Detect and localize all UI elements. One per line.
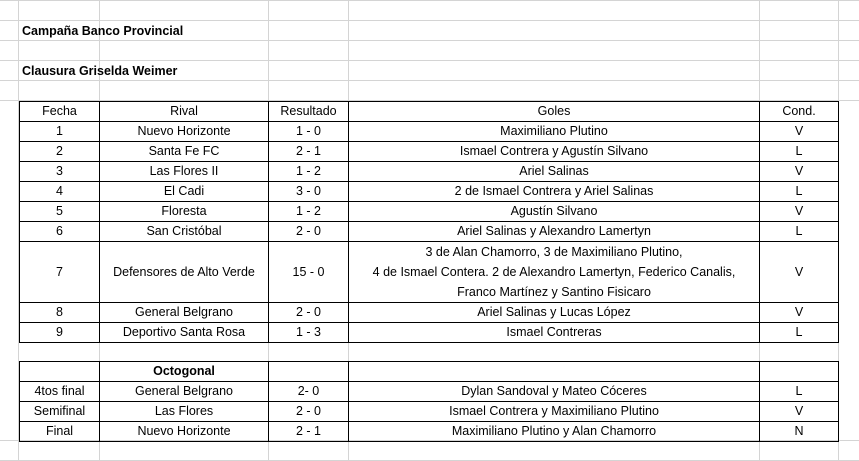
cell-goles[interactable] bbox=[349, 182, 760, 202]
goles-line: Ariel Salinas y Alexandro Lamertyn bbox=[457, 224, 651, 238]
cell-resultado[interactable]: 2 - 0 bbox=[269, 222, 349, 242]
cell-cond[interactable]: V bbox=[760, 402, 839, 422]
octogonal-blank-cell[interactable] bbox=[349, 362, 760, 382]
octogonal-blank-cell[interactable] bbox=[760, 362, 839, 382]
campaign-title: Campaña Banco Provincial bbox=[22, 24, 184, 38]
cell-fecha[interactable]: 4 bbox=[20, 182, 100, 202]
cell-cond[interactable]: L bbox=[760, 182, 839, 202]
goles-line: Agustín Silvano bbox=[510, 204, 598, 218]
tournament-title: Clausura Griselda Weimer bbox=[22, 64, 178, 78]
table-row bbox=[20, 222, 839, 242]
results-table bbox=[19, 101, 839, 343]
table-row bbox=[20, 422, 839, 442]
cell-cond[interactable]: L bbox=[760, 382, 839, 402]
table-row bbox=[20, 303, 839, 323]
cell-resultado[interactable]: 2 - 1 bbox=[269, 142, 349, 162]
cell-resultado[interactable]: 3 - 0 bbox=[269, 182, 349, 202]
header-cond[interactable]: Cond. bbox=[760, 102, 839, 122]
cell-fecha[interactable]: Semifinal bbox=[20, 402, 100, 422]
cell-resultado[interactable]: 1 - 2 bbox=[269, 202, 349, 222]
cell-fecha[interactable]: 3 bbox=[20, 162, 100, 182]
cell-rival[interactable]: Nuevo Horizonte bbox=[100, 122, 269, 142]
cell-goles[interactable] bbox=[349, 202, 760, 222]
cell-cond[interactable]: L bbox=[760, 323, 839, 343]
cell-goles[interactable] bbox=[349, 142, 760, 162]
table-row bbox=[20, 242, 839, 303]
cell-rival[interactable]: Floresta bbox=[100, 202, 269, 222]
cell-resultado[interactable]: 2- 0 bbox=[269, 382, 349, 402]
header-goles[interactable]: Goles bbox=[349, 102, 760, 122]
cell-resultado[interactable]: 2 - 0 bbox=[269, 402, 349, 422]
octogonal-blank-cell[interactable] bbox=[269, 362, 349, 382]
cell-rival[interactable]: San Cristóbal bbox=[100, 222, 269, 242]
cell-cond[interactable]: N bbox=[760, 422, 839, 442]
cell-rival[interactable]: El Cadi bbox=[100, 182, 269, 202]
table-row bbox=[20, 202, 839, 222]
header-resultado[interactable]: Resultado bbox=[269, 102, 349, 122]
octogonal-header[interactable]: Octogonal bbox=[100, 362, 269, 382]
cell-cond[interactable]: V bbox=[760, 202, 839, 222]
cell-rival[interactable]: General Belgrano bbox=[100, 303, 269, 323]
cell-goles[interactable] bbox=[349, 222, 760, 242]
table-row bbox=[20, 122, 839, 142]
cell-fecha[interactable]: 6 bbox=[20, 222, 100, 242]
table-row bbox=[20, 323, 839, 343]
cell-fecha[interactable]: 5 bbox=[20, 202, 100, 222]
cell-cond[interactable]: L bbox=[760, 142, 839, 162]
cell-resultado[interactable]: 2 - 1 bbox=[269, 422, 349, 442]
cell-rival[interactable]: Defensores de Alto Verde bbox=[100, 242, 269, 303]
cell-goles[interactable] bbox=[349, 242, 760, 303]
cell-fecha[interactable]: 2 bbox=[20, 142, 100, 162]
goles-line: 3 de Alan Chamorro, 3 de Maximiliano Plutino, bbox=[425, 245, 683, 259]
cell-resultado[interactable]: 1 - 2 bbox=[269, 162, 349, 182]
goles-line: 4 de Ismael Contera. 2 de Alexandro Lamertyn, Federico Canalis, bbox=[372, 265, 736, 279]
cell-fecha[interactable]: 7 bbox=[20, 242, 100, 303]
cell-rival[interactable]: Las Flores bbox=[100, 402, 269, 422]
cell-cond[interactable]: L bbox=[760, 222, 839, 242]
cell-cond[interactable]: V bbox=[760, 242, 839, 303]
cell-cond[interactable]: V bbox=[760, 122, 839, 142]
cell-fecha[interactable]: 9 bbox=[20, 323, 100, 343]
cell-goles[interactable] bbox=[349, 122, 760, 142]
cell-rival[interactable]: Santa Fe FC bbox=[100, 142, 269, 162]
cell-resultado[interactable]: 2 - 0 bbox=[269, 303, 349, 323]
cell-resultado[interactable]: 1 - 0 bbox=[269, 122, 349, 142]
cell-fecha[interactable]: 8 bbox=[20, 303, 100, 323]
table-row bbox=[20, 162, 839, 182]
table-row bbox=[20, 382, 839, 402]
cell-goles[interactable]: Ismael Contrera y Maximiliano Plutino bbox=[349, 402, 760, 422]
octogonal-blank-cell[interactable] bbox=[20, 362, 100, 382]
cell-resultado[interactable]: 1 - 3 bbox=[269, 323, 349, 343]
cell-rival[interactable]: Nuevo Horizonte bbox=[100, 422, 269, 442]
table-row bbox=[20, 142, 839, 162]
goles-line: Ariel Salinas bbox=[519, 164, 589, 178]
header-fecha[interactable]: Fecha bbox=[20, 102, 100, 122]
goles-line: Ismael Contreras bbox=[506, 325, 602, 339]
goles-line: Maximiliano Plutino bbox=[500, 124, 608, 138]
goles-line: Ismael Contrera y Agustín Silvano bbox=[459, 144, 649, 158]
cell-goles[interactable] bbox=[349, 323, 760, 343]
cell-goles[interactable]: Dylan Sandoval y Mateo Cóceres bbox=[349, 382, 760, 402]
header-row bbox=[20, 102, 839, 122]
goles-line: Franco Martínez y Santino Fisicaro bbox=[457, 285, 651, 299]
cell-cond[interactable]: V bbox=[760, 303, 839, 323]
cell-goles[interactable]: Maximiliano Plutino y Alan Chamorro bbox=[349, 422, 760, 442]
cell-rival[interactable]: Las Flores II bbox=[100, 162, 269, 182]
cell-resultado[interactable]: 15 - 0 bbox=[269, 242, 349, 303]
cell-rival[interactable]: Deportivo Santa Rosa bbox=[100, 323, 269, 343]
table-row bbox=[20, 182, 839, 202]
cell-goles[interactable] bbox=[349, 162, 760, 182]
cell-fecha[interactable]: 1 bbox=[20, 122, 100, 142]
octogonal-table bbox=[19, 361, 839, 442]
goles-line: 2 de Ismael Contrera y Ariel Salinas bbox=[454, 184, 654, 198]
cell-fecha[interactable]: 4tos final bbox=[20, 382, 100, 402]
goles-line: Ariel Salinas y Lucas López bbox=[477, 305, 631, 319]
cell-rival[interactable]: General Belgrano bbox=[100, 382, 269, 402]
table-row bbox=[20, 402, 839, 422]
header-rival[interactable]: Rival bbox=[100, 102, 269, 122]
cell-fecha[interactable]: Final bbox=[20, 422, 100, 442]
cell-goles[interactable] bbox=[349, 303, 760, 323]
cell-cond[interactable]: V bbox=[760, 162, 839, 182]
octogonal-header-row bbox=[20, 362, 839, 382]
